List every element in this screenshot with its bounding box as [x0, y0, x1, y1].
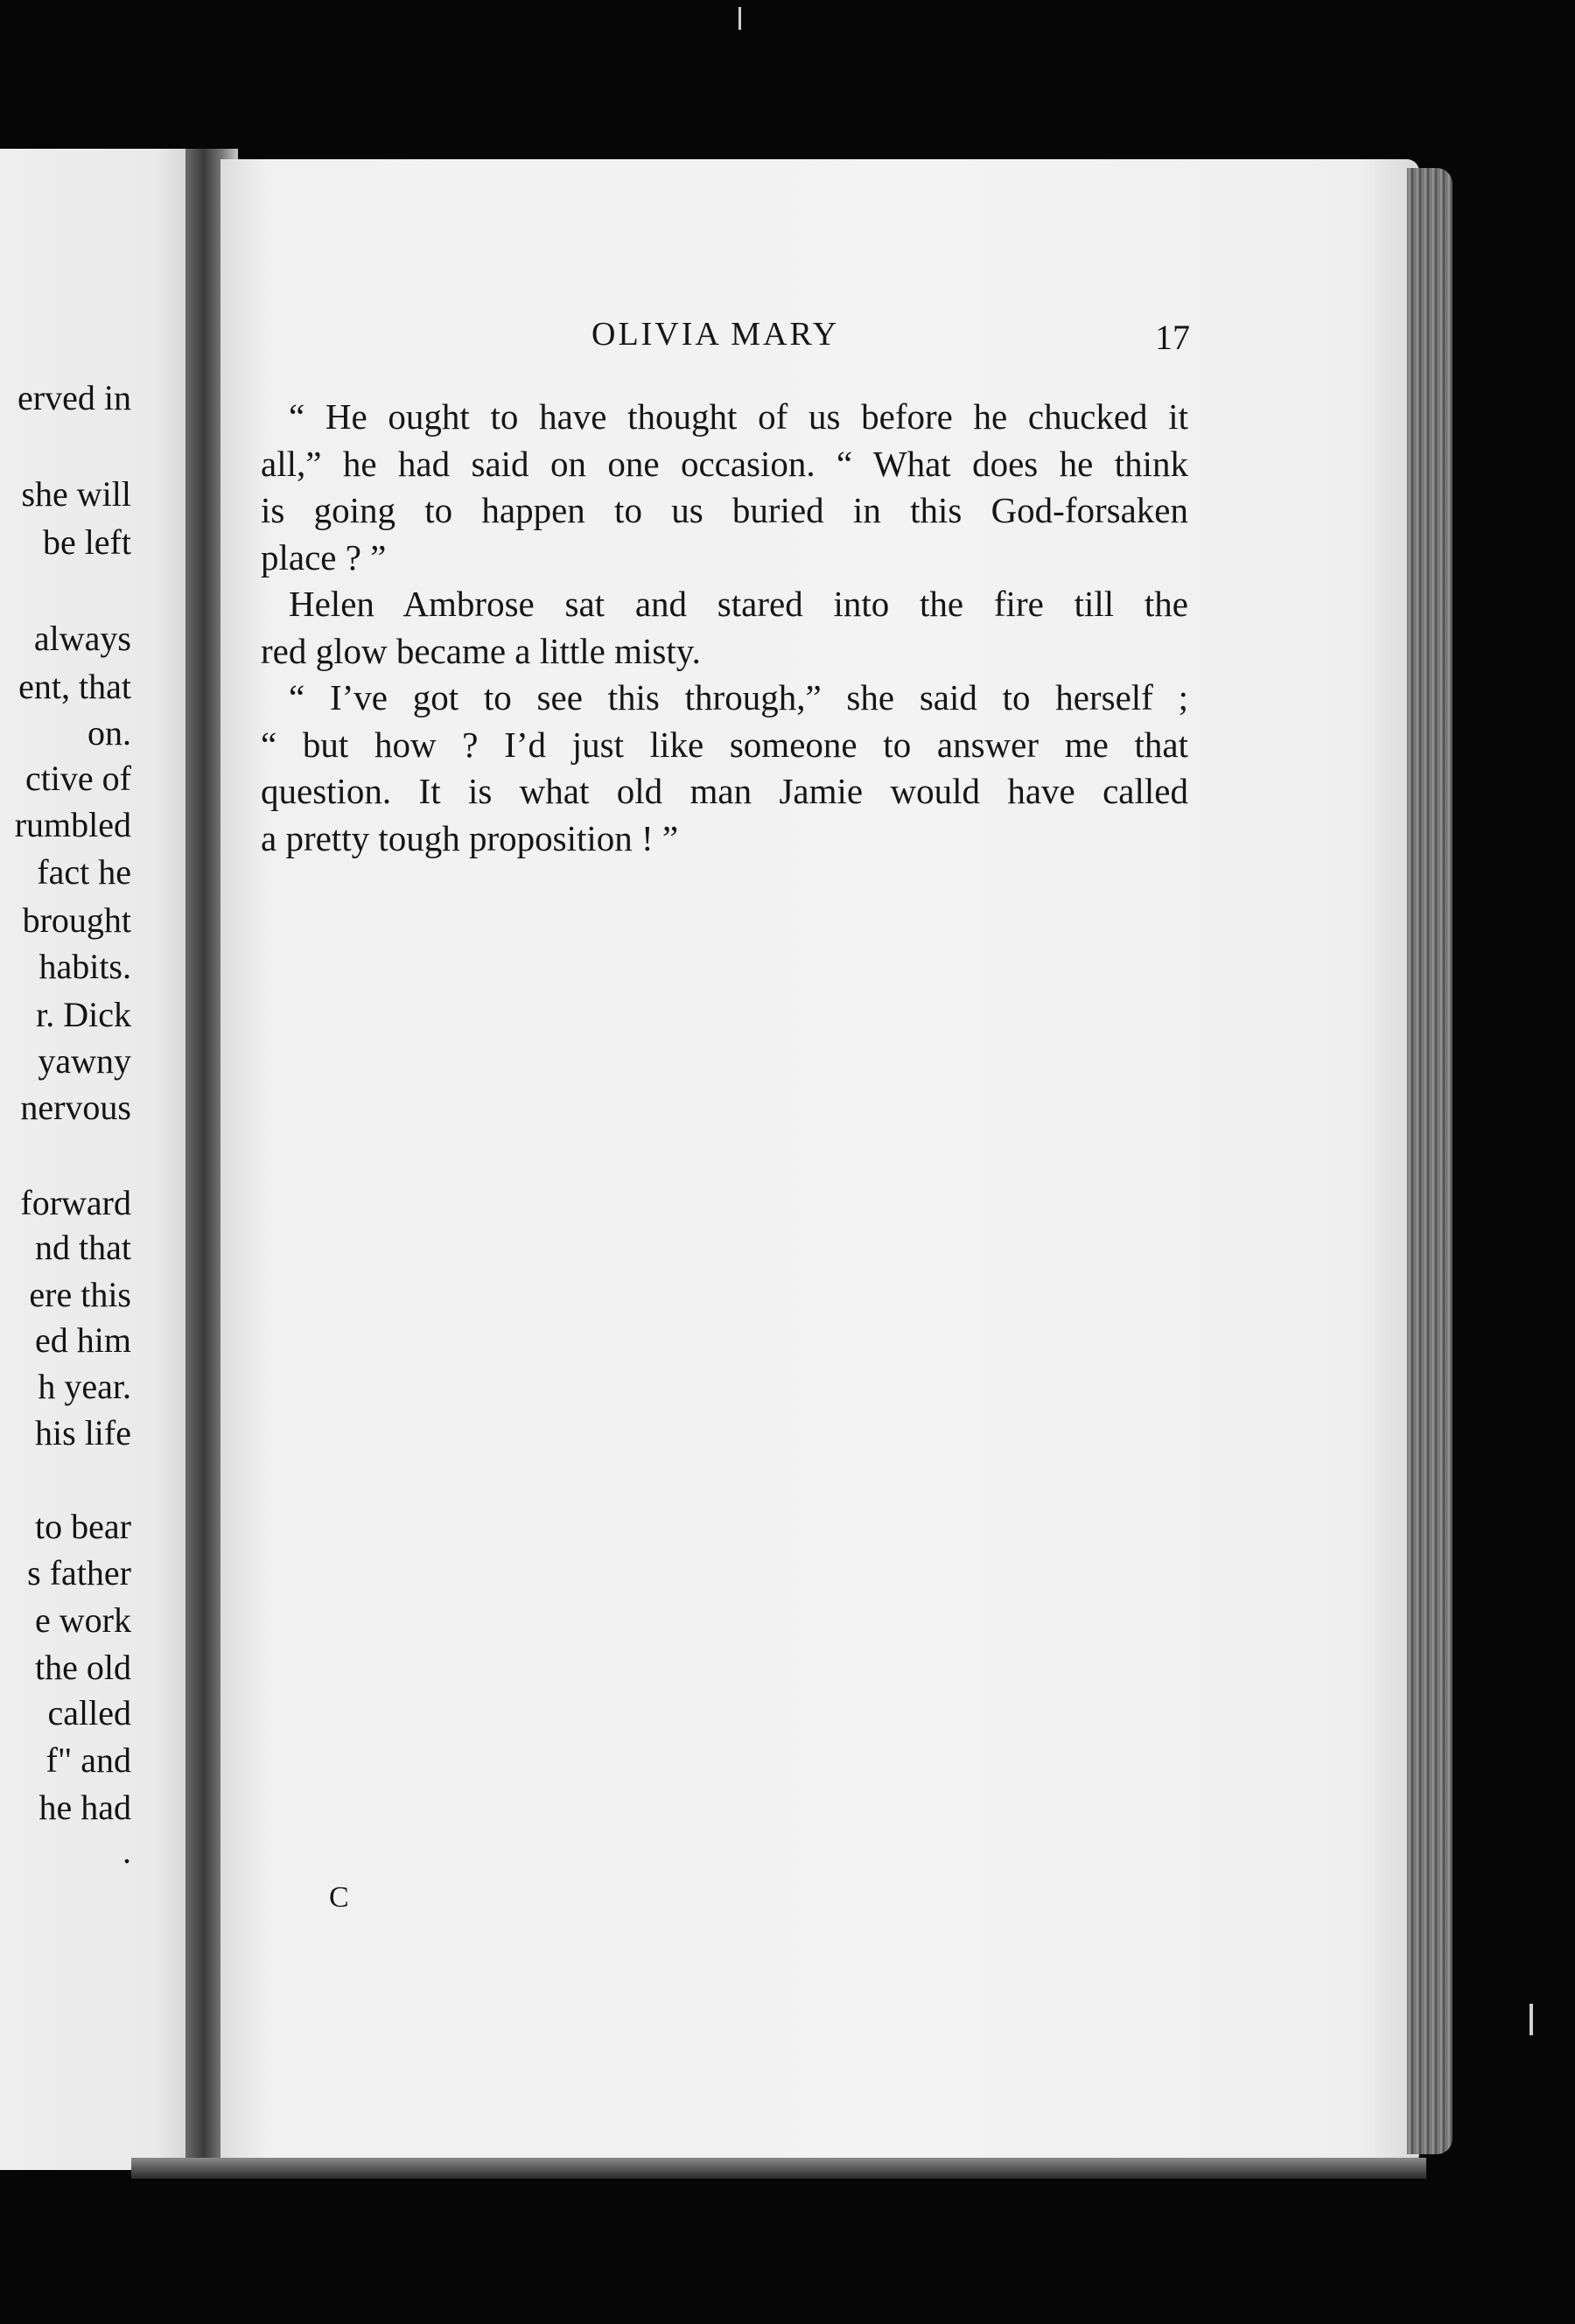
- page-number: 17: [1155, 318, 1190, 357]
- left-page-line: to bear: [35, 1507, 131, 1546]
- left-page-line: .: [122, 1831, 131, 1871]
- paragraph: [261, 675, 1188, 862]
- signature-mark: C: [329, 1881, 349, 1914]
- left-page-line: r. Dick: [36, 995, 131, 1034]
- left-page-line: ent, that: [18, 667, 131, 706]
- left-page-line: habits.: [38, 947, 131, 986]
- left-page-line: e work: [35, 1600, 131, 1640]
- left-page-line: s father: [27, 1553, 131, 1592]
- text-line: red glow became a little misty.: [261, 630, 701, 671]
- text-line: question. It is what old man Jamie would have called: [261, 771, 1188, 811]
- left-page-line: fact he: [37, 852, 131, 892]
- left-page-line: nervous: [20, 1088, 131, 1127]
- scan-speck: [738, 7, 741, 30]
- left-page-line: she will: [21, 474, 131, 514]
- left-page-line: on.: [88, 713, 131, 752]
- scan-speck: [1530, 2004, 1533, 2035]
- text-line: “ I’ve got to see this through,” she said to herself ;: [289, 677, 1188, 718]
- left-page-line: he had: [38, 1788, 131, 1827]
- left-page-line: brought: [22, 900, 131, 940]
- left-page-line: the old: [35, 1648, 131, 1687]
- text-line: place ? ”: [261, 536, 387, 578]
- left-page-line: h year.: [38, 1367, 131, 1406]
- left-page-line: yawny: [38, 1041, 131, 1081]
- text-line: Helen Ambrose sat and stared into the fire till the: [289, 584, 1188, 624]
- paragraph: [261, 581, 1188, 675]
- left-page-line: his life: [35, 1413, 131, 1452]
- text-line: is going to happen to us buried in this God-forsaken: [261, 490, 1188, 530]
- left-page-line: always: [33, 619, 131, 658]
- running-head: OLIVIA MARY: [592, 316, 840, 353]
- left-page-line: ed him: [35, 1320, 131, 1360]
- left-page-line: f" and: [46, 1740, 131, 1780]
- text-line: all,” he had said on one occasion. “ What does he think: [261, 443, 1188, 484]
- left-page-line: forward: [20, 1183, 131, 1222]
- left-page-line: rumbled: [14, 805, 131, 844]
- text-line: “ He ought to have thought of us before he chucked it: [289, 396, 1188, 437]
- left-page-line: ere this: [29, 1275, 131, 1314]
- paragraph: [261, 394, 1188, 581]
- body-text: [261, 394, 1188, 862]
- left-page-line: be left: [42, 522, 131, 562]
- left-page-text: [0, 149, 194, 2170]
- text-line: a pretty tough proposition ! ”: [261, 817, 679, 858]
- page-bottom-edge: [131, 2158, 1426, 2179]
- page-edge: [1407, 168, 1452, 2154]
- left-page-line: erved in: [18, 378, 131, 417]
- text-line: “ but how ? I’d just like someone to answer me that: [261, 724, 1188, 765]
- left-page-line: ctive of: [24, 759, 131, 798]
- left-page: [0, 149, 194, 2170]
- left-page-line: nd that: [35, 1228, 131, 1267]
- left-page-line: called: [47, 1693, 131, 1732]
